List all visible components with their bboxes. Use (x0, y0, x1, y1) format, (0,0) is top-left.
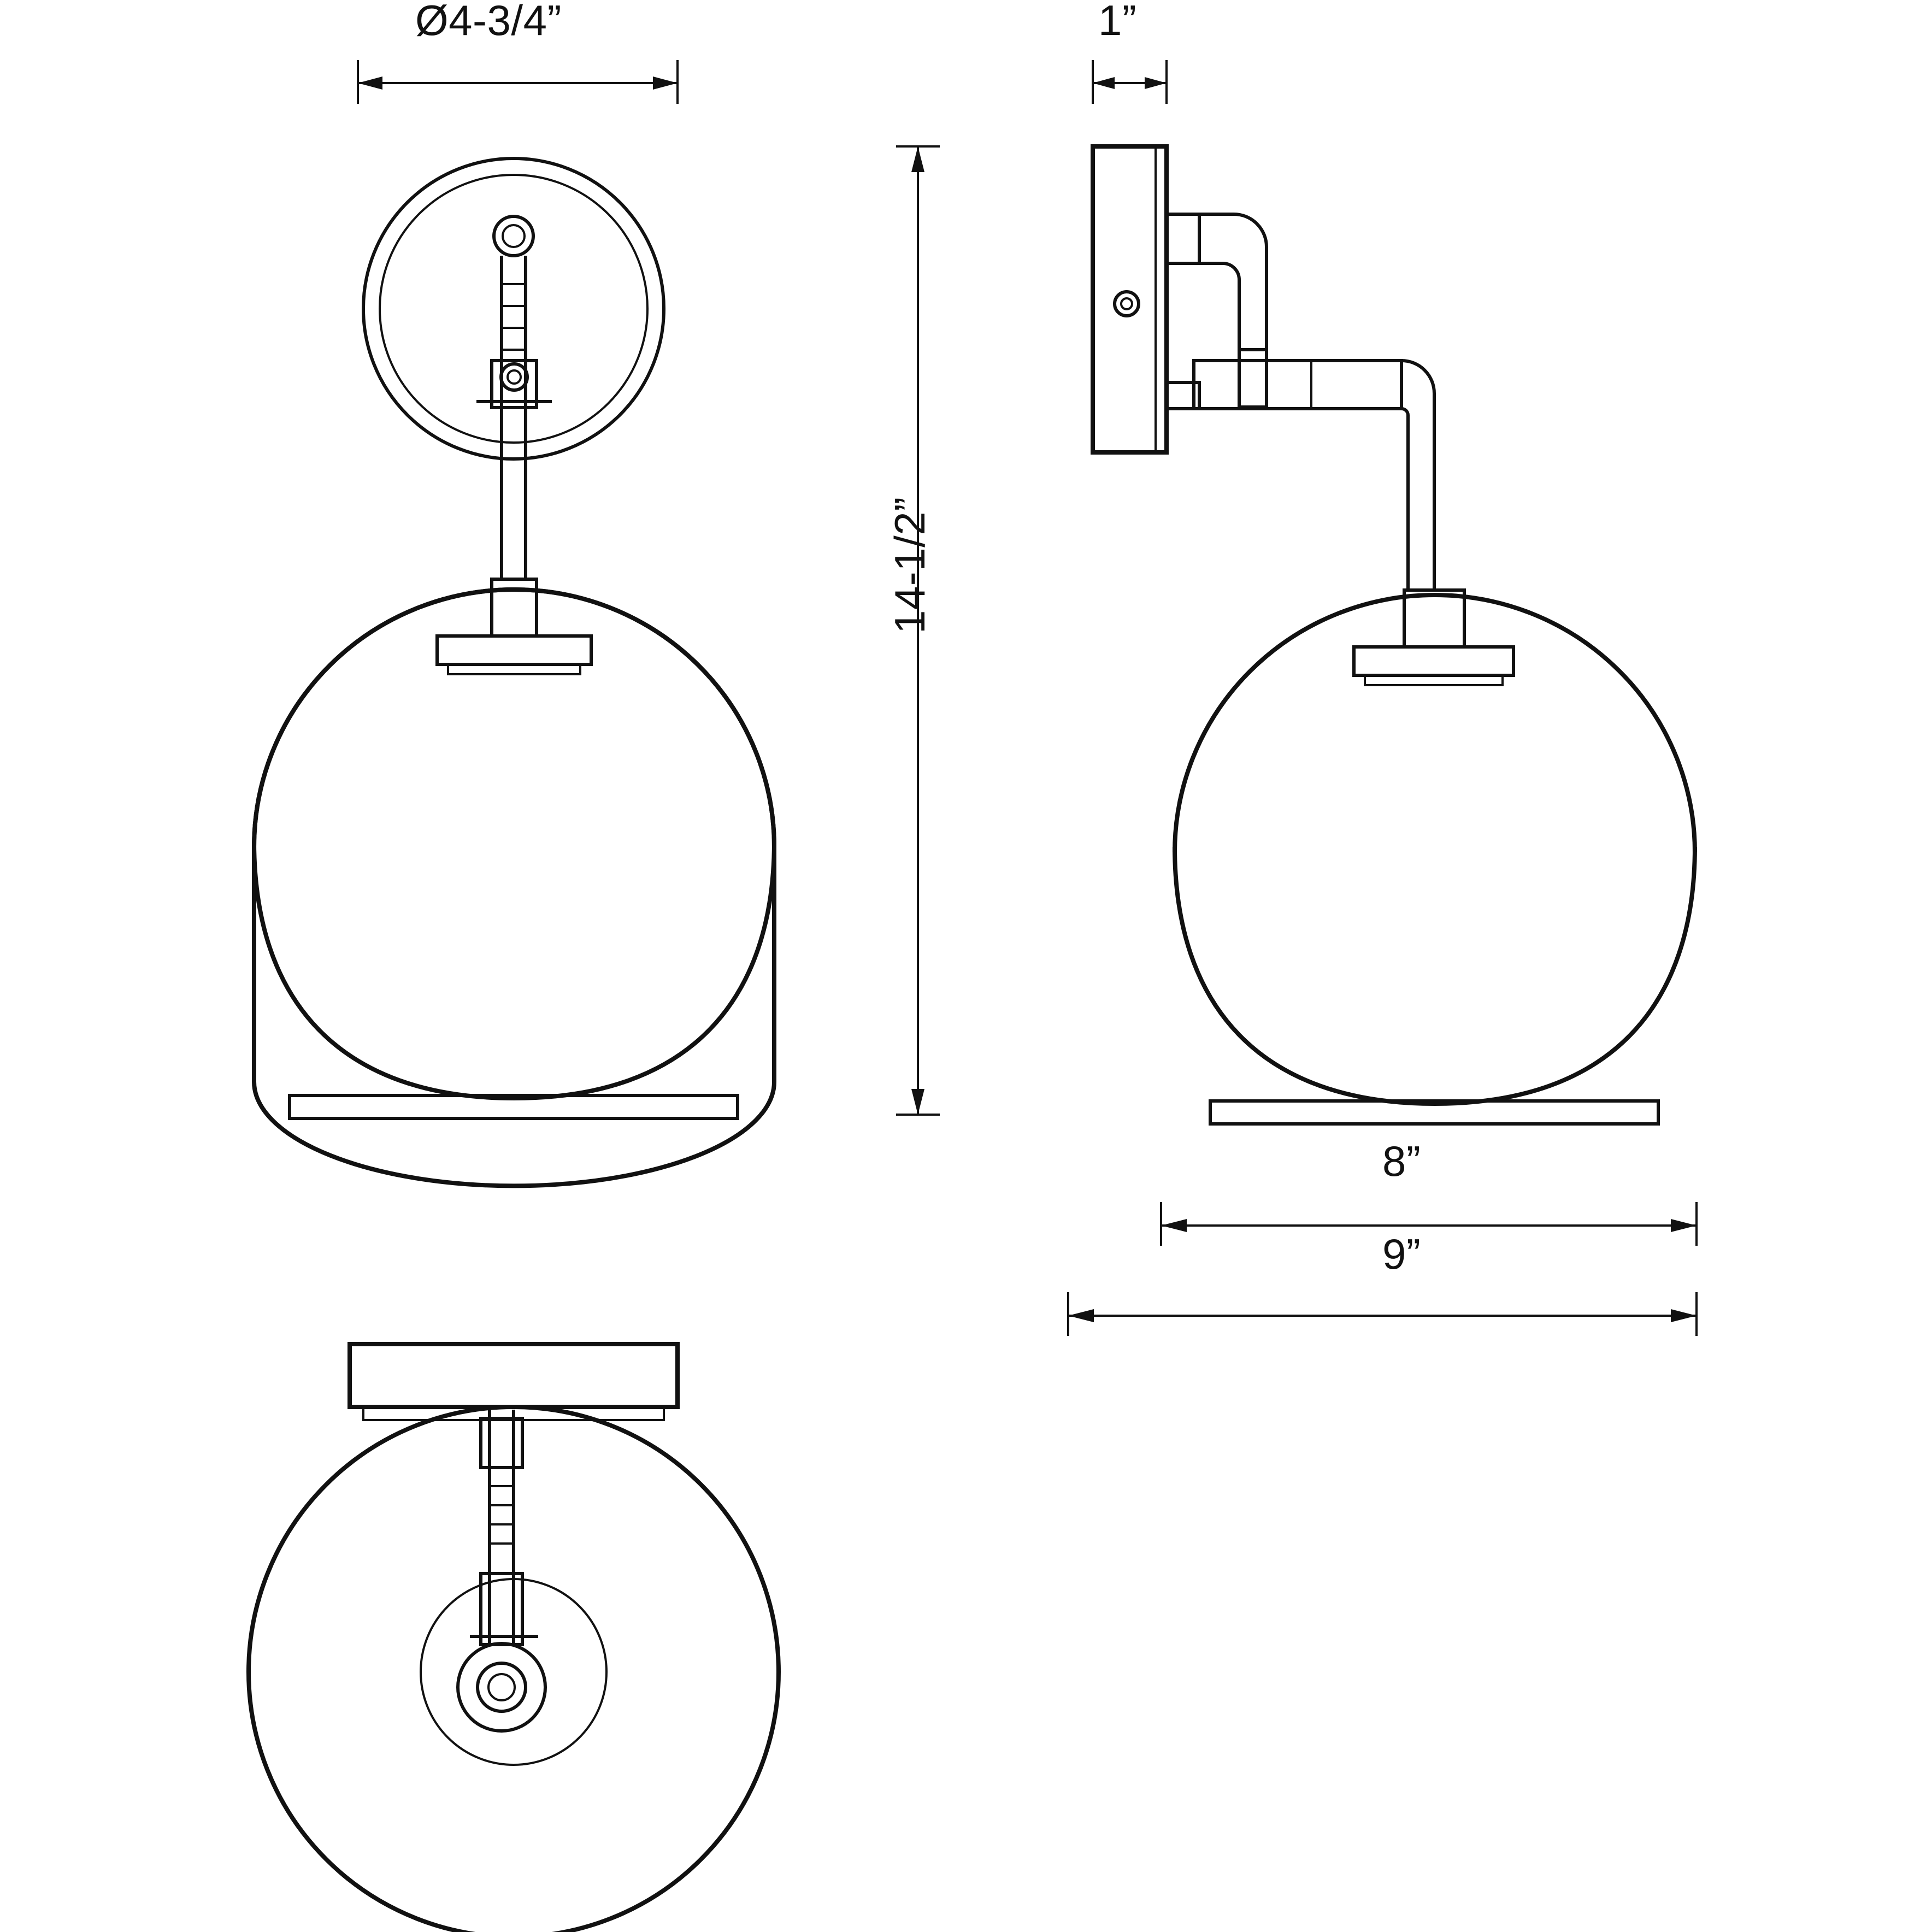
dimension-line-overall-height (896, 146, 940, 1115)
dim-label-canopy-diameter: Ø4-3/4” (415, 0, 562, 44)
top-view (249, 1344, 779, 1932)
dimension-line-shade-extension (1161, 1202, 1697, 1246)
dim-label-shade-extension: 8” (1382, 1137, 1421, 1185)
front-view (254, 158, 774, 1186)
dimension-line-canopy-diameter (358, 60, 678, 104)
dim-label-overall-extension: 9” (1382, 1230, 1421, 1278)
dimension-line-backplate-depth (1093, 60, 1167, 104)
dim-label-overall-height: 14-1/2” (886, 497, 934, 634)
dimension-line-overall-extension (1068, 1292, 1697, 1336)
dim-label-backplate-depth: 1” (1098, 0, 1137, 44)
side-view (1093, 146, 1695, 1124)
